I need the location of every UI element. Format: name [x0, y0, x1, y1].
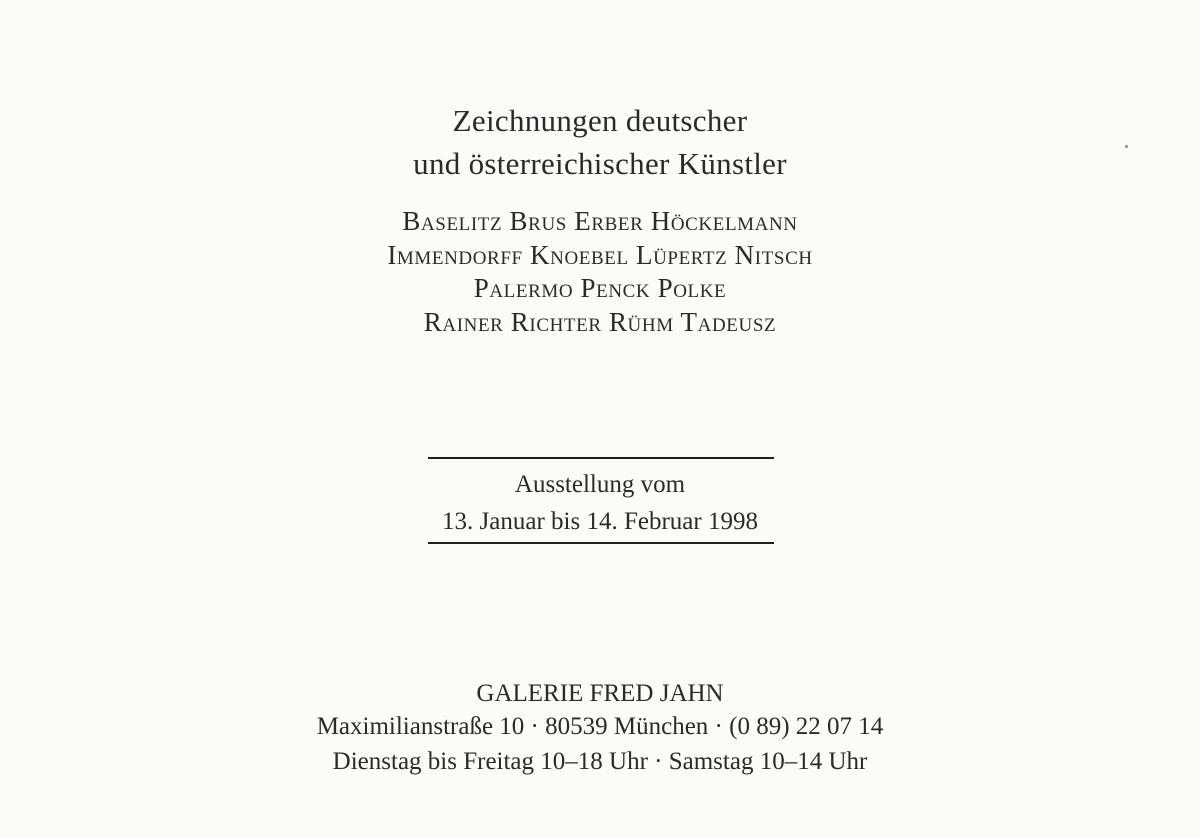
- paper-speck: [1125, 145, 1128, 148]
- artists-line-3: Palermo Penck Polke: [473, 273, 727, 303]
- artists-line-1: Baselitz Brus Erber Höckelmann: [402, 206, 798, 236]
- gallery-name: GALERIE FRED JAHN: [476, 680, 724, 707]
- gallery-address: Maximilianstraße 10 · 80539 München · (0 89) 22 07 14: [316, 713, 884, 740]
- gallery-hours: Dienstag bis Freitag 10–18 Uhr · Samstag 10–14 Uhr: [332, 748, 868, 775]
- top-divider: [428, 457, 774, 459]
- exhibition-dates: 13. Januar bis 14. Februar 1998: [442, 508, 758, 535]
- artists-line-4: Rainer Richter Rühm Tadeusz: [423, 307, 777, 337]
- artists-line-2: Immendorff Knoebel Lüpertz Nitsch: [387, 240, 813, 270]
- exhibition-label: Ausstellung vom: [514, 471, 686, 498]
- title-line-1: Zeichnungen deutscher: [452, 103, 748, 138]
- bottom-divider: [428, 542, 774, 544]
- title-line-2: und österreichischer Künstler: [413, 146, 787, 181]
